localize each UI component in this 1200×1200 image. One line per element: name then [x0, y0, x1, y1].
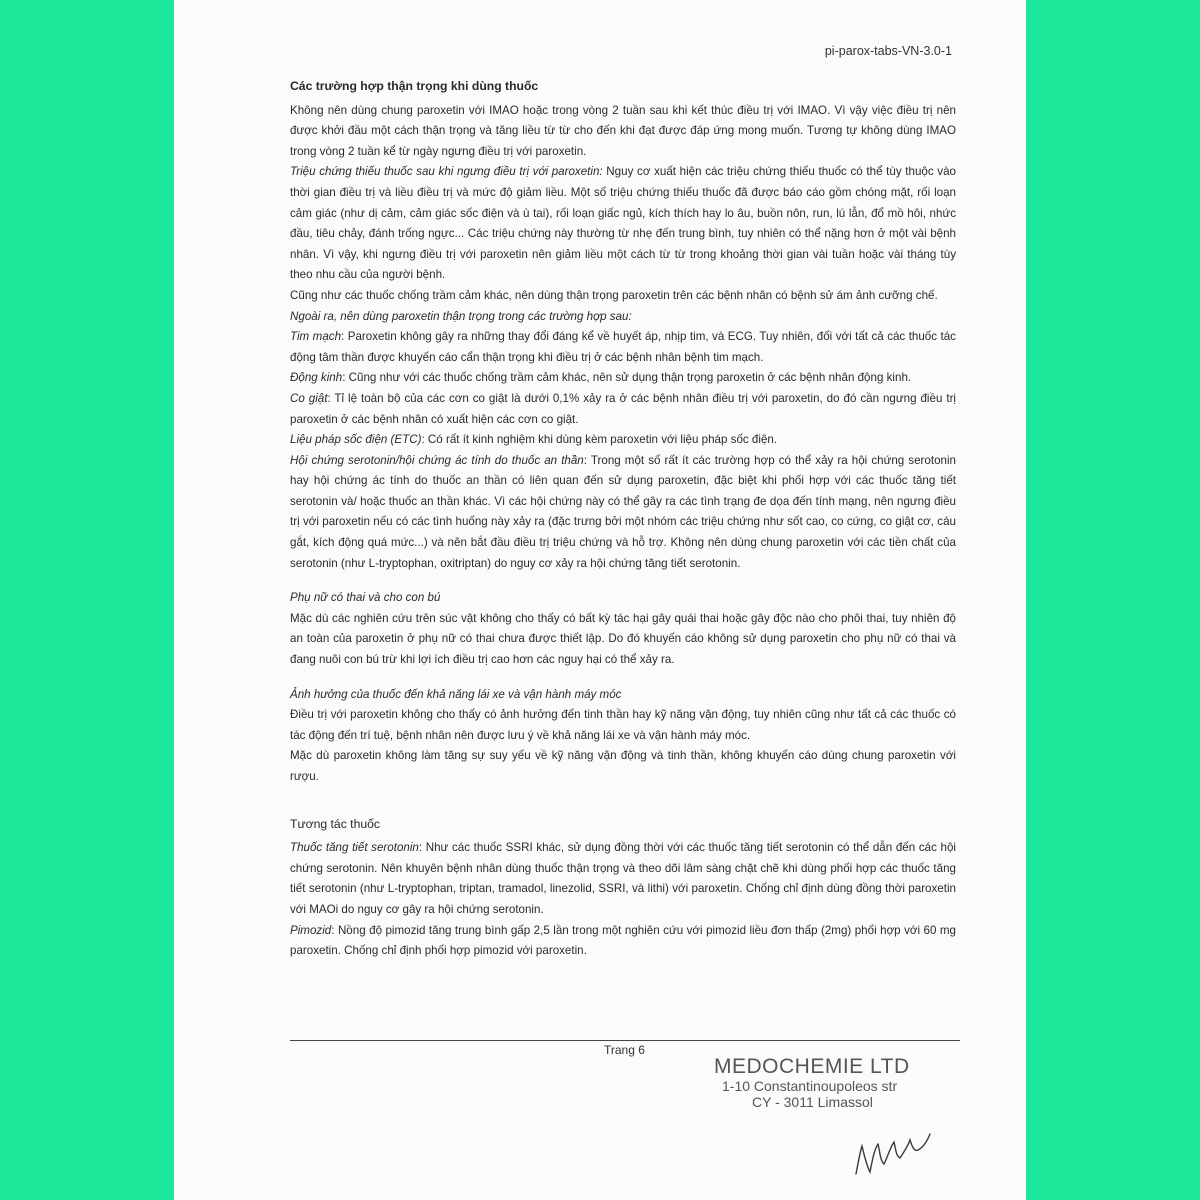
inline-lead: Động kinh [290, 371, 343, 385]
paragraph-lead: Ngoài ra, nên dùng paroxetin thận trọng trong các trường hợp sau: [290, 309, 632, 323]
paragraph: Thuốc tăng tiết serotonin: Như các thuốc SSRI khác, sử dụng đồng thời với các thuốc tăng tiết serotonin có thể dẫn đến các hội chứng serotonin. Nên khuyên bệnh nhân dùng thuốc thận trọng và theo dõi lâm sàng chặt chẽ khi dùng phối hợp các thuốc tăng tiết serotonin (như L-tryptophan, triptan, tramadol, linezolid, SSRI, và lithi) với paroxetin. Chống chỉ định dùng đồng thời paroxetin với MAOi do nguy cơ gây ra hội chứng serotonin. [290, 841, 956, 916]
section-title-precautions: Các trường hợp thận trọng khi dùng thuốc [290, 79, 539, 93]
document-page [174, 0, 1026, 1200]
stamp-city: CY - 3011 Limassol [752, 1094, 873, 1110]
document-code: pi-parox-tabs-VN-3.0-1 [824, 44, 952, 58]
paragraph: Liệu pháp sốc điện (ETC): Có rất ít kinh nghiệm khi dùng kèm paroxetin với liệu pháp sốc điện. [290, 433, 778, 447]
inline-lead: Pimozid [290, 923, 332, 937]
footer-divider [290, 1040, 960, 1041]
inline-lead: Triệu chứng thiếu thuốc sau khi ngưng điều trị với paroxetin: [290, 165, 603, 179]
paragraph: Động kinh: Cũng như với các thuốc chống trầm cảm khác, nên sử dụng thận trọng paroxetin ở các bệnh nhân động kinh. [290, 371, 912, 385]
inline-lead: Hội chứng serotonin/hội chứng ác tính do thuốc an thần [290, 453, 584, 467]
paragraph: Triệu chứng thiếu thuốc sau khi ngưng điều trị với paroxetin: Nguy cơ xuất hiện các triệu chứng thiếu thuốc có thể tùy thuộc vào thời gian điều trị và liều điều trị và mức độ giảm liều. Một số triệu chứng thiếu thuốc đã được báo cáo gồm chóng mặt, rối loạn cảm giác (như dị cảm, cảm giác sốc điện và ù tai), rối loạn giấc ngủ, kích thích hay lo âu, buồn nôn, run, lú lẫn, đổ mồ hôi, nhức đầu, tiêu chảy, đánh trống ngực... Các triệu chứng này thường từ nhẹ đến trung bình, tuy nhiên có thể nặng hơn ở một vài bệnh nhân. Vì vậy, khi ngưng điều trị với paroxetin nên giảm liều một cách từ từ trong khoảng thời gian vài tuần hoặc vài tháng tùy theo nhu cầu của người bệnh. [290, 165, 957, 282]
paragraph: Tim mạch: Paroxetin không gây ra những thay đổi đáng kể về huyết áp, nhịp tim, và ECG. Tuy nhiên, đối với tất cả các thuốc tác động tâm thần được khuyến cáo cẩn thận trọng khi điều trị ở các bệnh nhân bệnh tim mạch. [290, 330, 956, 364]
paragraph: Không nên dùng chung paroxetin với IMAO hoặc trong vòng 2 tuần sau khi kết thúc điều trị với IMAO. Vì vậy việc điều trị nên được khởi đầu một cách thận trọng và tăng liều từ từ cho đến khi đạt được đáp ứng mong muốn. Tương tự không dùng IMAO trong vòng 2 tuần kể từ ngày ngưng điều trị với paroxetin. [290, 103, 956, 158]
paragraph: Mặc dù các nghiên cứu trên súc vật không cho thấy có bất kỳ tác hại gây quái thai hoặc gây độc nào cho phôi thai, tuy nhiên độ an toàn của paroxetin ở phụ nữ có thai chưa được thiết lập. Do đó khuyến cáo không sử dụng paroxetin cho phụ nữ có thai và đang nuôi con bú trừ khi lợi ích điều trị cao hơn các nguy hại có thể xảy ra. [290, 611, 956, 667]
inline-lead: Co giật [290, 391, 328, 405]
company-stamp [714, 1056, 910, 1110]
inline-lead: Thuốc tăng tiết serotonin [290, 841, 419, 855]
paragraph: Hội chứng serotonin/hội chứng ác tính do thuốc an thần: Trong một số rất ít các trường hợp có thể xảy ra hội chứng serotonin hay hội chứng ác tính do thuốc an thần có liên quan đến sử dụng paroxetin, đặc biệt khi phối hợp với các thuốc tăng tiết serotonin và/ hoặc thuốc an thần khác. Vì các hội chứng này có thể gây ra các tình trạng đe dọa đến tính mạng, nên ngưng điều trị với paroxetin nếu có các tình huống này xảy ra (đặc trưng bởi một nhóm các triệu chứng như sốt cao, co cứng, co giật cơ, cáu gắt, kích động quá mức...) và nên bắt đầu điều trị triệu chứng và hỗ trợ. Không nên dùng chung paroxetin với các tiền chất của serotonin (như L-tryptophan, oxitriptan) do nguy cơ xảy ra hội chứng tăng tiết serotonin. [290, 453, 956, 570]
section-title-driving: Ảnh hưởng của thuốc đến khả năng lái xe và vận hành máy móc [290, 687, 622, 701]
paragraph: Điều trị với paroxetin không cho thấy có ảnh hưởng đến tinh thần hay kỹ năng vận động, tuy nhiên cũng như tất cả các thuốc có tác động đến trí tuệ, bệnh nhân nên được lưu ý về khả năng lái xe và vận hành máy móc. [290, 708, 956, 742]
paragraph: Mặc dù paroxetin không làm tăng sự suy yếu về kỹ năng vận động và tinh thần, không khuyến cáo dùng chung paroxetin với rượu. [290, 749, 956, 783]
paragraph: Pimozid: Nồng độ pimozid tăng trung bình gấp 2,5 lần trong một nghiên cứu với pimozid liều đơn thấp (2mg) phối hợp với 60 mg paroxetin. Chống chỉ định phối hợp pimozid với paroxetin. [290, 923, 956, 958]
section-title-interactions: Tương tác thuốc [290, 816, 380, 831]
inline-lead: Liệu pháp sốc điện (ETC) [290, 433, 422, 447]
paragraph: Cũng như các thuốc chống trầm cảm khác, nên dùng thận trọng paroxetin trên các bệnh nhân có bệnh sử ám ảnh cưỡng chế. [290, 288, 938, 302]
section-title-pregnancy: Phụ nữ có thai và cho con bú [290, 591, 441, 605]
page-number: Trang 6 [604, 1043, 645, 1057]
stamp-address: 1-10 Constantinoupoleos str [722, 1078, 898, 1094]
document-body [290, 76, 956, 962]
handwritten-signature [850, 1124, 940, 1180]
stamp-company-name: MEDOCHEMIE LTD [714, 1055, 910, 1078]
paragraph: Co giật: Tỉ lệ toàn bộ của các cơn co giật là dưới 0,1% xảy ra ở các bệnh nhân điều trị với paroxetin, do đó cần ngưng điều trị paroxetin ở các bệnh nhân có xuất hiện các cơn co giật. [290, 391, 956, 426]
inline-lead: Tim mạch [290, 330, 342, 344]
